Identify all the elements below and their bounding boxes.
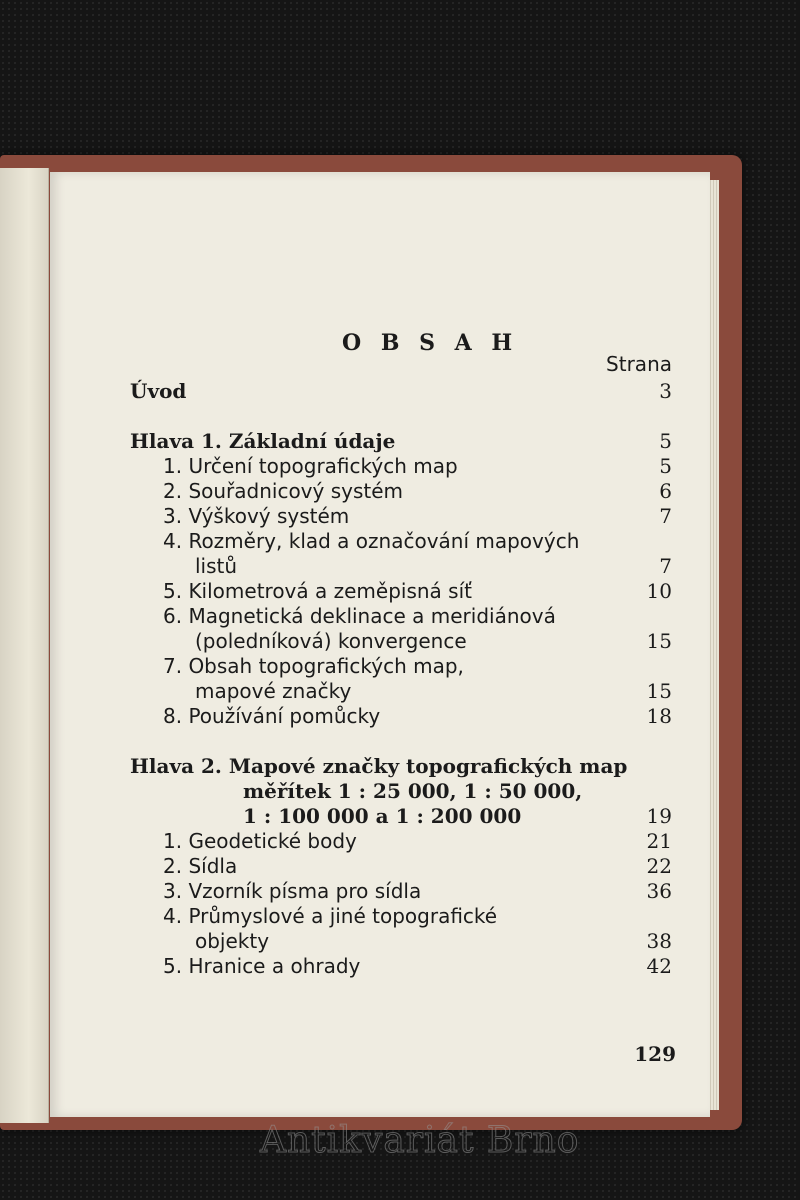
page-column-label: Strana: [606, 352, 672, 376]
chapter2-heading-line3: 1 : 100 000 a 1 : 200 000: [243, 804, 522, 828]
toc-item-page: 15: [646, 629, 672, 653]
page-number: 129: [634, 1042, 676, 1066]
toc-item-page: 22: [646, 854, 672, 878]
toc-item: 3. Výškový systém: [163, 504, 350, 528]
chapter2-page: 19: [646, 804, 672, 828]
toc-item: 3. Vzorník písma pro sídla: [163, 879, 422, 903]
toc-item: 2. Sídla: [163, 854, 238, 878]
toc-item-page: 42: [646, 954, 672, 978]
toc-item-page: 38: [646, 929, 672, 953]
chapter1-page: 5: [659, 429, 672, 453]
toc-item: 4. Rozměry, klad a označování mapových: [163, 529, 580, 553]
toc-item: 7. Obsah topografických map,: [163, 654, 464, 678]
toc-item-page: 18: [646, 704, 672, 728]
toc-item: 4. Průmyslové a jiné topografické: [163, 904, 498, 928]
chapter2-heading: Hlava 2. Mapové značky topografických map: [130, 754, 628, 778]
intro-label: Úvod: [130, 379, 187, 403]
book-page: [50, 172, 710, 1117]
toc-item: 6. Magnetická deklinace a meridiánová: [163, 604, 556, 628]
toc-item: 2. Souřadnicový systém: [163, 479, 404, 503]
toc-item-continuation: mapové značky: [195, 679, 352, 703]
chapter2-heading-line2: měřítek 1 : 25 000, 1 : 50 000,: [243, 779, 583, 803]
intro-page: 3: [659, 379, 672, 403]
toc-item: 8. Používání pomůcky: [163, 704, 381, 728]
toc-item-page: 6: [659, 479, 672, 503]
toc-item: 5. Hranice a ohrady: [163, 954, 361, 978]
toc-item-page: 36: [646, 879, 672, 903]
toc-item-page: 5: [659, 454, 672, 478]
toc-title: O B S A H: [342, 330, 519, 356]
toc-item-continuation: objekty: [195, 929, 270, 953]
left-page-edge: [0, 168, 49, 1123]
toc-item-page: 7: [659, 554, 672, 578]
toc-item-page: 15: [646, 679, 672, 703]
toc-item-continuation: (poledníková) konvergence: [195, 629, 467, 653]
toc-item-page: 7: [659, 504, 672, 528]
toc-item-page: 10: [646, 579, 672, 603]
toc-item: 1. Geodetické body: [163, 829, 357, 853]
toc-item-continuation: listů: [195, 554, 238, 578]
watermark: Antikvariát Brno: [260, 1120, 580, 1161]
chapter1-heading: Hlava 1. Základní údaje: [130, 429, 396, 453]
toc-item-page: 21: [646, 829, 672, 853]
toc-item: 5. Kilometrová a zeměpisná síť: [163, 579, 472, 603]
toc-item: 1. Určení topografických map: [163, 454, 458, 478]
